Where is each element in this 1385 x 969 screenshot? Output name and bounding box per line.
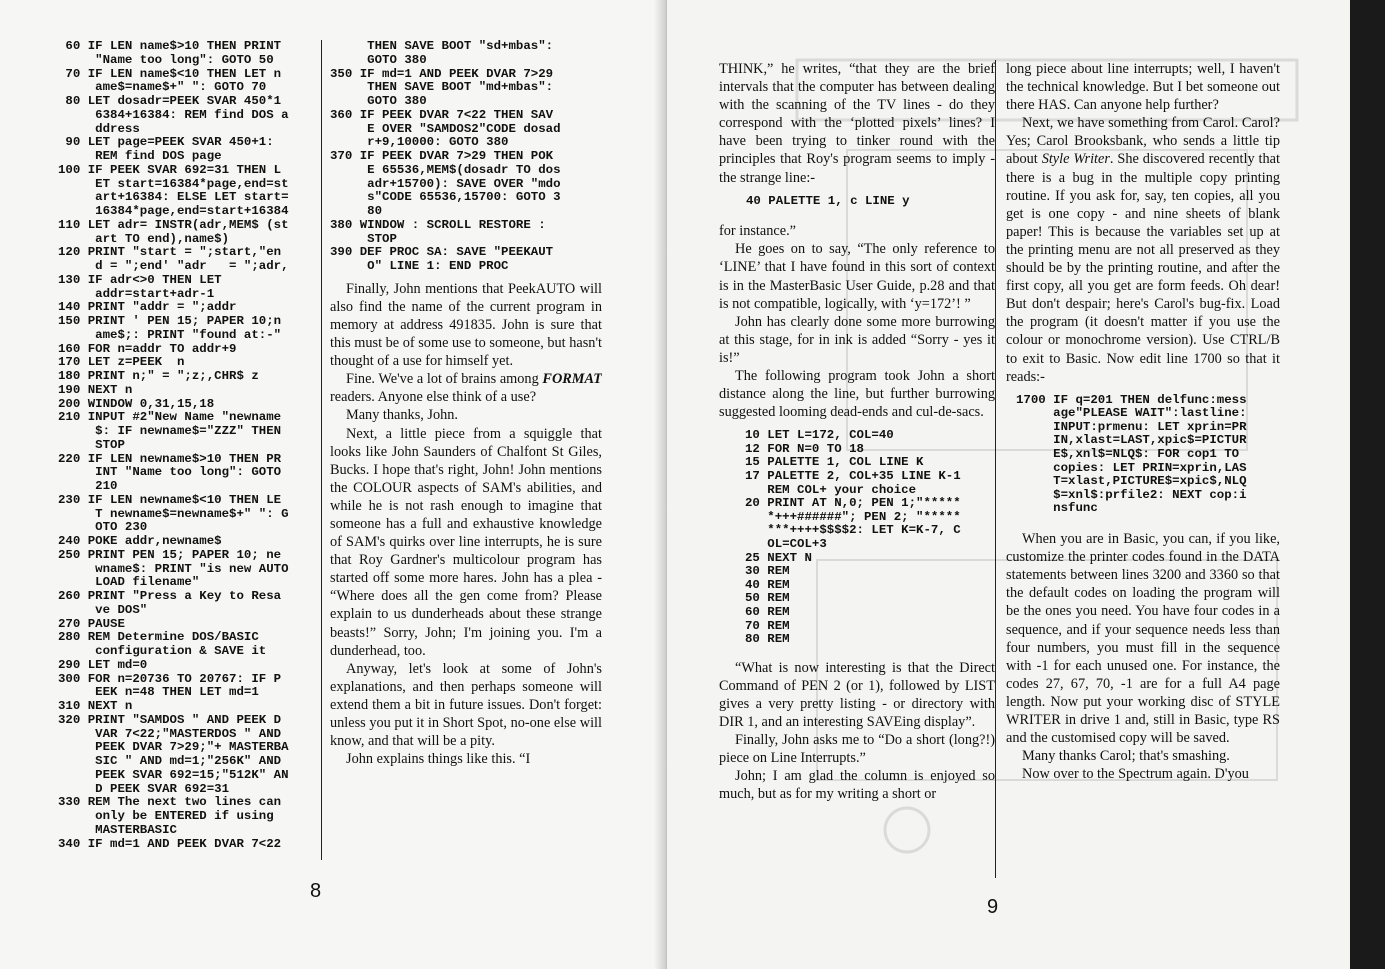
paragraph-text: Finally, John asks me to “Do a short (long?!) piece on Line Interrupts.”	[719, 732, 995, 767]
paragraph	[719, 731, 995, 767]
paragraph	[330, 370, 602, 406]
code-line: 170 LET z=PEEK n	[58, 355, 185, 370]
listing-line: 15 PALETTE 1, COL LINE K	[745, 455, 924, 470]
code-line: E OVER "SAMDOS2"CODE dosad	[330, 121, 561, 136]
code-line: GOTO 380	[330, 52, 427, 67]
listing-line: nsfunc	[1016, 501, 1098, 516]
listing-line: *+++######"; PEN 2; "*****	[745, 509, 961, 524]
code-line: 80 LET dosadr=PEEK SVAR 450*1	[58, 94, 282, 108]
code-line: 230 IF LEN newname$<10 THEN LE	[58, 492, 282, 507]
paragraph	[719, 240, 995, 312]
code-line: E 65536,MEM$(dosadr TO dos	[330, 162, 561, 177]
code-line: EEK n=48 THEN LET md=1	[58, 685, 259, 700]
code-line: 200 WINDOW 0,31,15,18	[58, 396, 215, 411]
paragraph-text: Next, a little piece from a squiggle that looks like John Saunders of Chalfont St Giles, Bucks. I hope that's right, John! John mentions the COLOUR aspects of SAM's abilities, and while he is not rash enough to imagine that someone has a full and exhaustive knowledge of SAM's quirks over line interrupts, he is sure that Roy Gardner's multicolour program has started off some more hares. John has a plea - “Where does all the gen come from? Please explain to us dunderheads about these strange beasts!” Sorry, John; I'm joining you. I'm a dunderhead, too.	[330, 425, 602, 659]
code-line: 260 PRINT "Press a Key to Resa	[58, 589, 282, 603]
paragraph-text: Anyway, let's look at some of John's explanations, and then perhaps someone will extend them a bit in future issues. Don't forget: unless you put it in Short Spot, no-one else will know, and that will be a pity.	[330, 660, 602, 750]
listing-line: REM COL+ your choice	[745, 482, 917, 497]
code-line: 390 DEF PROC SA: SAVE "PEEKAUT	[330, 245, 554, 260]
code-line: 160 FOR n=addr TO addr+9	[58, 341, 237, 356]
left-column-rule	[321, 40, 322, 860]
code-line: only be ENTERED if using	[58, 809, 274, 823]
code-line: 220 IF LEN newname$>10 THEN PR	[58, 451, 282, 466]
paragraph	[1006, 765, 1280, 783]
listing-palette-line	[719, 195, 995, 209]
code-line: 6384+16384: REM find DOS a	[58, 107, 289, 122]
listing-line: T=xlast,PICTURE$=xpic$,NLQ	[1016, 474, 1247, 489]
code-line: 320 PRINT "SAMDOS " AND PEEK D	[58, 712, 282, 727]
code-line: addr=start+adr-1	[58, 286, 215, 301]
right-column-b	[1006, 60, 1280, 870]
paragraph-text: Finally, John mentions that PeekAUTO will also find the name of the current program in memory at address 491835. John is sure that this must be of some use to someone, but hasn't thought of a use for himself yet.	[330, 280, 602, 370]
right-column-a	[719, 60, 995, 870]
paragraph-text: readers. Anyone else think of a use?	[330, 389, 537, 406]
code-line: 340 IF md=1 AND PEEK DVAR 7<22	[58, 836, 282, 851]
code-line: 140 PRINT "addr = ";addr	[58, 300, 237, 315]
paragraph-text: “What is now interesting is that the Direct Command of PEN 2 (or 1), followed by LIST gives a very pretty listing - or directory with DIR 1, and an interesting SAVEing display”.	[719, 659, 995, 731]
code-line: 270 PAUSE	[58, 616, 125, 631]
code-line: STOP	[330, 231, 397, 246]
code-line: adr+15700): SAVE OVER "mdo	[330, 176, 561, 191]
book-edge	[1350, 0, 1385, 969]
code-line: O" LINE 1: END PROC	[330, 259, 509, 273]
left-code-continuation	[330, 40, 602, 274]
code-line: 100 IF PEEK SVAR 692=31 THEN L	[58, 162, 282, 177]
emphasis-text: Style Writer	[1041, 151, 1110, 168]
code-line: d = ";end' "adr = ";adr,	[58, 259, 289, 273]
code-line: PEEK DVAR 7>29;"+ MASTERBA	[58, 740, 289, 755]
code-line: 360 IF PEEK DVAR 7<22 THEN SAV	[330, 107, 554, 122]
left-second-column	[330, 40, 602, 860]
paragraph-text: Many thanks Carol; that's smashing.	[1022, 748, 1230, 765]
code-line: INT "Name too long": GOTO	[58, 465, 282, 480]
code-line: THEN SAVE BOOT "sd+mbas":	[330, 40, 554, 53]
listing-line: OL=COL+3	[745, 537, 827, 552]
right-page	[667, 0, 1350, 969]
code-line: "Name too long": GOTO 50	[58, 52, 274, 67]
paragraph-text: When you are in Basic, you can, if you like, customize the printer codes found in the DATA statements between lines 3200 and 3360 so that the default codes on loading the program will be the ones you need. You have four codes in a sequence, and if your sequence needs less than four numbers, you must fill in the sequence with -1 for each unused one. For instance, the codes 27, 67, 70, -1 are for a full A4 page length. Now put your working disc of STYLE WRITER in drive 1 and, still in Basic, type RS and the customised copy will be saved.	[1006, 531, 1280, 747]
paragraph-text: Now over to the Spectrum again. D'you	[1022, 766, 1249, 783]
paragraph	[330, 280, 602, 370]
paragraph-text: Next, we have something from Carol. Carol? Yes; Carol Brooksbank, who sends a little tip about	[1006, 115, 1280, 168]
listing-line: 50 REM	[745, 591, 790, 606]
code-line: GOTO 380	[330, 94, 427, 108]
listing-line: 70 REM	[745, 618, 790, 633]
paragraph	[330, 660, 602, 750]
code-line: 330 REM The next two lines can	[58, 795, 282, 810]
paragraph-text: long piece about line interrupts; well, I haven't the technical knowledge. But I bet someone out there HAS. Can anyone help further?	[1006, 61, 1280, 114]
listing-line: 1700 IF q=201 THEN delfunc:mess	[1016, 392, 1247, 407]
listing-line: 60 REM	[745, 605, 790, 619]
code-line: 130 IF adr<>0 THEN LET	[58, 272, 222, 287]
code-line: THEN SAVE BOOT "md+mbas":	[330, 80, 554, 95]
code-line: 370 IF PEEK DVAR 7>29 THEN POK	[330, 149, 554, 163]
listing-line: INPUT:prmenu: LET xprin=PR	[1016, 419, 1247, 434]
code-line: 90 LET page=PEEK SVAR 450+1:	[58, 135, 274, 150]
code-line: 80	[330, 204, 383, 218]
listing-line: 40 REM	[745, 577, 790, 592]
code-line: 240 POKE addr,newname$	[58, 534, 222, 548]
code-line: art TO end),name$)	[58, 231, 230, 246]
code-line: REM find DOS page	[58, 149, 222, 163]
listing-line: 12 FOR N=0 TO 18	[745, 441, 864, 456]
paragraph-text: THINK,” he writes, “that they are the brief intervals that the computer has between dealing with the scanning of the TV lines - do they correspond with the ‘plotted pixels’ lines? I have been trying to tinker round with the principles that Roy's program seems to imply - the strange line:-	[719, 61, 995, 186]
code-line: art+16384: ELSE LET start=	[58, 190, 289, 205]
code-line: 120 PRINT "start = ";start,"en	[58, 245, 282, 260]
paragraph-text: Many thanks, John.	[346, 407, 458, 424]
paragraph	[330, 425, 602, 660]
code-line: 210 INPUT #2"New Name "newname	[58, 410, 282, 425]
paragraph	[330, 406, 602, 424]
code-line: 210	[58, 479, 118, 493]
paragraph-text: for instance.”	[719, 223, 797, 240]
paragraph	[719, 60, 995, 187]
code-line: PEEK SVAR 692=15;"512K" AN	[58, 767, 289, 782]
code-line: SIC " AND md=1;"256K" AND	[58, 754, 282, 768]
page-number-left: 8	[310, 880, 322, 902]
paragraph-text: John has clearly done some more burrowing at this stage, for in ink is added “Sorry - yes it is!”	[719, 313, 995, 366]
paragraph	[1006, 60, 1280, 114]
code-line: ddress	[58, 121, 140, 136]
code-line: $: IF newname$="ZZZ" THEN	[58, 424, 282, 438]
code-line: 300 FOR n=20736 TO 20767: IF P	[58, 671, 282, 686]
listing-line: $=xnl$:prfile2: NEXT cop:i	[1016, 487, 1247, 502]
code-line: 380 WINDOW : SCROLL RESTORE :	[330, 217, 546, 232]
listing-line: ***++++$$$$2: LET K=K-7, C	[745, 523, 961, 538]
code-line: ame$=name$+" ": GOTO 70	[58, 80, 267, 95]
code-line: 190 NEXT n	[58, 382, 133, 397]
page-number-right: 9	[987, 896, 999, 918]
code-line: MASTERBASIC	[58, 822, 177, 837]
listing-colour-program	[719, 429, 995, 647]
paragraph-text: John explains things like this. “I	[346, 751, 531, 768]
left-article-text	[330, 280, 602, 769]
code-line: LOAD filename"	[58, 575, 200, 590]
paragraph-text: He goes on to say, “The only reference to ‘LINE’ that I have found in this sort of context is in the MasterBasic User Guide, p.28 and that is not compatible, logically, with ‘y=172’! ”	[719, 241, 995, 312]
paragraph	[719, 222, 995, 240]
emphasis-text: FORMAT	[542, 371, 602, 388]
left-page	[0, 0, 666, 969]
code-line: 310 NEXT n	[58, 699, 133, 713]
listing-line: 80 REM	[745, 632, 790, 647]
paragraph-text: . She discovered recently that there is a bug in the multiple copy printing routine. If you ask for, say, ten copies, all you get is one copy - and nine sheets of blank paper! This is because the variables set up at the printing menu are not all preserved as they should be by the printing routine, and after the first copy, all you get are form feeds. Oh dear! But don't despair; here's Carol's bug-fix. Load the program (it doesn't matter if you use the colour or monochrome version). Use CTRL/B to exit to Basic. Now edit line 1700 so that it reads:-	[1006, 151, 1280, 385]
paragraph-text: John; I am glad the column is enjoyed so much, but as for my writing a short or	[719, 768, 995, 803]
paragraph	[1006, 530, 1280, 747]
code-line: configuration & SAVE it	[58, 644, 267, 658]
listing-line: 40 PALETTE 1, c LINE y	[746, 193, 910, 208]
paragraph	[719, 367, 995, 421]
listing-line: 10 LET L=172, COL=40	[745, 428, 894, 443]
code-line: OTO 230	[58, 520, 148, 535]
code-line: 280 REM Determine DOS/BASIC	[58, 630, 259, 645]
code-line: ve DOS"	[58, 602, 148, 617]
listing-line: age"PLEASE WAIT":lastline:	[1016, 406, 1247, 421]
code-line: 290 LET md=0	[58, 657, 148, 672]
listing-line: 20 PRINT AT N,0; PEN 1;"*****	[745, 496, 961, 511]
listing-line: E$,xnl$=NLQ$: FOR cop1 TO	[1016, 447, 1240, 462]
left-code-column	[58, 40, 320, 860]
paragraph-text: The following program took John a short distance along the line, but further burrowing suggested looming dead-ends and cul-de-sacs.	[719, 368, 995, 421]
code-line: r+9,10000: GOTO 380	[330, 135, 509, 150]
paragraph	[719, 767, 995, 803]
listing-line: 17 PALETTE 2, COL+35 LINE K-1	[745, 469, 961, 484]
code-line: 60 IF LEN name$>10 THEN PRINT	[58, 40, 282, 53]
code-line: wname$: PRINT "is new AUTO	[58, 561, 289, 576]
code-line: 110 LET adr= INSTR(adr,MEM$ (st	[58, 217, 289, 232]
code-line: 70 IF LEN name$<10 THEN LET n	[58, 66, 282, 81]
paragraph	[330, 750, 602, 768]
code-line: 150 PRINT ' PEN 15; PAPER 10;n	[58, 314, 282, 328]
code-line: D PEEK SVAR 692=31	[58, 781, 230, 796]
paragraph	[1006, 114, 1280, 385]
right-column-rule	[995, 60, 996, 878]
code-line: T newname$=newname$+" ": G	[58, 506, 289, 521]
code-line: 250 PRINT PEN 15; PAPER 10; ne	[58, 547, 282, 562]
code-line: ame$;: PRINT "found at:-"	[58, 327, 282, 342]
code-line: ET start=16384*page,end=st	[58, 176, 289, 191]
listing-line: 25 NEXT N	[745, 550, 812, 565]
paragraph	[719, 659, 995, 731]
listing-bug-fix	[1006, 394, 1280, 516]
code-line: 350 IF md=1 AND PEEK DVAR 7>29	[330, 66, 554, 81]
code-line: STOP	[58, 437, 125, 452]
listing-line: 30 REM	[745, 564, 790, 579]
code-line: s"CODE 65536,15700: GOTO 3	[330, 190, 561, 205]
paragraph	[1006, 747, 1280, 765]
code-line: 16384*page,end=start+16384	[58, 204, 289, 218]
listing-line: copies: LET PRIN=xprin,LAS	[1016, 460, 1247, 475]
code-line: VAR 7<22;"MASTERDOS " AND	[58, 726, 282, 741]
paragraph	[719, 313, 995, 367]
code-line: 180 PRINT n;" = ";z;,CHR$ z	[58, 369, 259, 383]
listing-line: IN,xlast=LAST,xpic$=PICTUR	[1016, 433, 1247, 448]
paragraph-text: Fine. We've a lot of brains among	[346, 371, 543, 388]
